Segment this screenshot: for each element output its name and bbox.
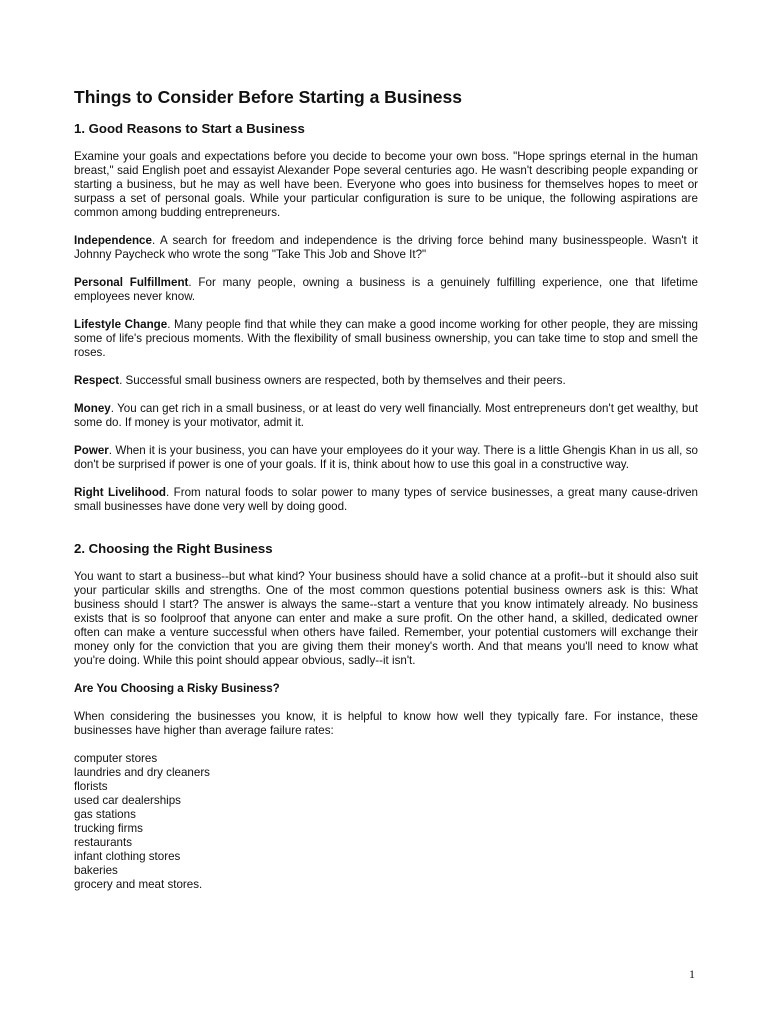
list-item: computer stores (74, 752, 158, 765)
list-item: bakeries (74, 864, 118, 877)
reason-term: Respect (74, 374, 120, 387)
reason-term: Personal Fulfillment (74, 276, 189, 289)
list-item: infant clothing stores (74, 850, 181, 863)
reason-text: . Successful small business owners are respected, both by themselves and their peers. (119, 374, 566, 387)
reason-term: Lifestyle Change (74, 318, 168, 331)
list-item: used car dealerships (74, 794, 181, 807)
section-2-body: You want to start a business--but what kind? Your business should have a solid chance at a profit--but it should also suit your particular skills and strengths. One of the most common questions potential business owners ask is this: What business should I start? The answer is always the same--start a venture that you know intimately already. No business exists that is so foolproof that anyone can enter and make a sure profit. On the other hand, a skilled, dedicated owner often can make a venture successful when others have failed. Remember, your potential customers will exchange their money only for the conviction that you are giving them their money's worth. And that means you'll need to know what you're doing. While this point should appear obvious, sadly--it isn't. (74, 570, 698, 667)
risky-business-intro: When considering the businesses you know, it is helpful to know how well they typically fare. For instance, these businesses have higher than average failure rates: (74, 710, 698, 737)
list-item: restaurants (74, 836, 132, 849)
reason-text: . You can get rich in a small business, or at least do very well financially. Most entrepreneurs don't get wealthy, but some do. If money is your motivator, admit it. (74, 402, 698, 429)
reason-text: . A search for freedom and independence is the driving force behind many businesspeople. Wasn't it Johnny Paycheck who wrote the song "Take This Job and Shove It?" (74, 234, 698, 261)
reason-term: Money (74, 402, 111, 415)
document-title: Things to Consider Before Starting a Business (74, 87, 462, 107)
risky-business-subheading: Are You Choosing a Risky Business? (74, 682, 280, 695)
reason-text: . Many people find that while they can make a good income working for other people, they are missing some of life's precious moments. With the flexibility of small business ownership, you can take time to stop and smell the roses. (74, 318, 698, 359)
reason-text: . When it is your business, you can have your employees do it your way. There is a little Ghengis Khan in us all, so don't be surprised if power is one of your goals. If it is, think about how to use this goal in a constructive way. (74, 444, 698, 471)
reason-paragraph (74, 318, 698, 360)
page-number: 1 (689, 967, 695, 981)
document-page (74, 86, 698, 892)
section-1-heading: 1. Good Reasons to Start a Business (74, 121, 305, 136)
list-item: trucking firms (74, 822, 143, 835)
section-1-intro: Examine your goals and expectations before you decide to become your own boss. "Hope springs eternal in the human breast," said English poet and essayist Alexander Pope several centuries ago. He wasn't describing people expanding or starting a business, but he may as well have been. Everyone who goes into business for themselves hopes to meet or surpass a set of personal goals. While your particular configuration is sure to be unique, the following aspirations are common among budding entrepreneurs. (74, 150, 698, 219)
list-item: florists (74, 780, 108, 793)
list-item: gas stations (74, 808, 136, 821)
list-item: grocery and meat stores. (74, 878, 203, 891)
reason-paragraph (74, 276, 698, 304)
reason-paragraph (74, 444, 698, 472)
reason-text: . For many people, owning a business is a genuinely fulfilling experience, one that lifetime employees never know. (74, 276, 698, 303)
reason-paragraph (74, 234, 698, 262)
reason-term: Independence (74, 234, 152, 247)
risky-business-list (74, 752, 698, 892)
reason-paragraph (74, 402, 698, 430)
reason-paragraph (74, 374, 698, 388)
reason-term: Power (74, 444, 109, 457)
list-item: laundries and dry cleaners (74, 766, 210, 779)
reason-term: Right Livelihood (74, 486, 166, 499)
reason-text: . From natural foods to solar power to many types of service businesses, a great many cause-driven small businesses have done very well by doing good. (74, 486, 698, 513)
reason-paragraph (74, 486, 698, 514)
section-2-heading: 2. Choosing the Right Business (74, 541, 273, 556)
